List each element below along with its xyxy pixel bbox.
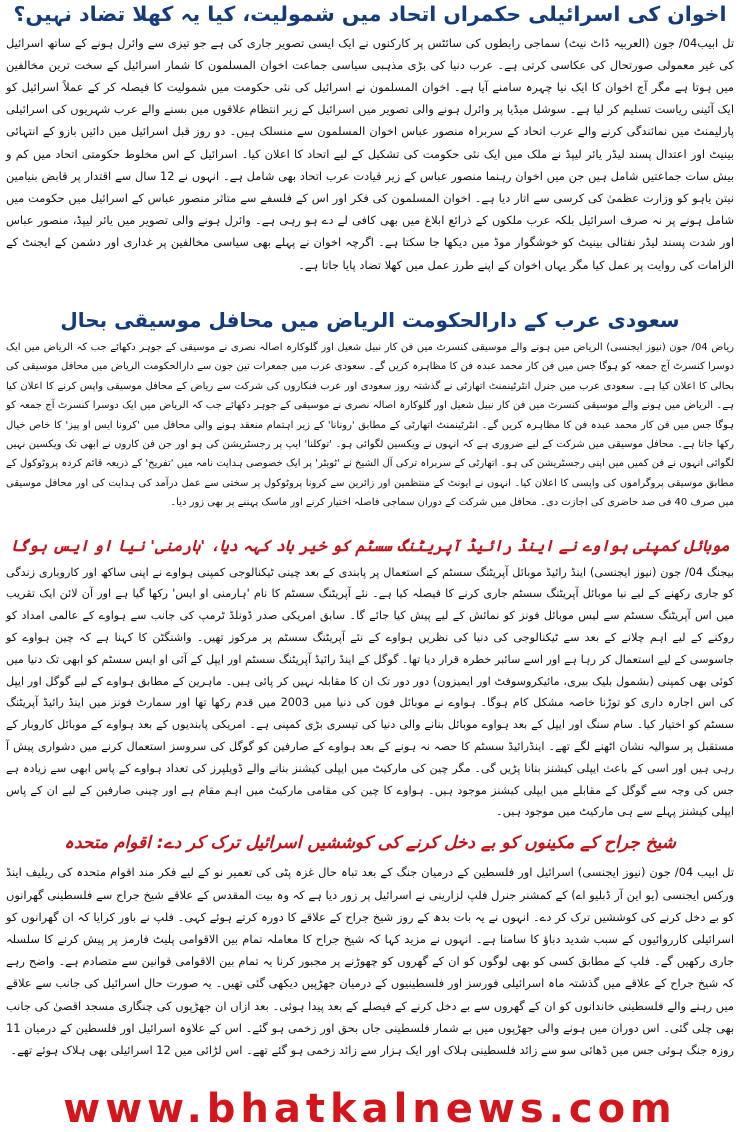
article-body: تل ابیب04/ جون (العربیہ ڈاٹ نیٹ) سماجی رابطوں کی سائٹس پر کارکنوں نے ایک ایسی تصویر جاری کی ہے جو تیزی سے وائرل ہونے کے ساتھ اسرائیل کی غیر معمولی صورتحال کی عکاسی کرتی ہے۔ عرب دنیا کی بڑی مذہبی سیاسی جماعت اخوان المسلمون کا شمار اسرائیل کے سخت ترین مخالفین میں ہوتا ہے مگر آج اخوان کا ایک نیا چہرہ سامنے آیا ہے۔ اخوان المسلمون نے اسرائیل کی نئی حکومت میں شمولیت کا فیصلہ کر کے عملاً اسرائیل کو ایک آئینی ریاست تسلیم کر لیا ہے۔ سوشل میڈیا پر وائرل ہونے والی تصویر میں اسرائیل کے زیر انتظام علاقوں میں بسنے والے عرب شہریوں کی اسرائیلی پارلیمنٹ میں نمائندگی کرنے والے عرب اتحاد کے سربراہ منصور عباس اخوان المسلمون سے منسلک ہیں۔ دو روز قبل اسرائیل میں دائیں بازو کے انتہائی بینیٹ اور اعتدال پسند لیڈر یائر لیپڈ نے ملک میں ایک نئی حکومت کی تشکیل کے لیے اتحاد کا اعلان کیا۔ اسرائیل کے اس مخلوط حکومتی اتحاد میں کم و بیش سات جماعتیں شامل ہیں جن میں اخوان رہنما منصور عباس کے زیر قیادت عرب اتحاد بھی شامل ہے۔ انہوں نے 12 سال سے اقتدار پر قابض بنیامین نیتن یاہو کو وزارت عظمیٰ کی کرسی سے اتار دیا ہے۔ اخوان المسلمون کی فکر اور اس کے فلسفے سے متاثر منصور عباس کے اسرائیل میں حکومت میں شامل ہونے پر نہ صرف اسرائیل بلکہ عرب ملکوں کے ذرائع ابلاغ میں بھی کافی لے دے ہو رہی ہے۔ وائرل ہونے والی تصویر میں یائر لیپڈ، منصور عباس اور شدت پسند لیڈر نفتالی بینیٹ کو خوشگوار موڈ میں دیکھا جا سکتا ہے۔ اگرچہ اخوان نے پہلے بھی سیاسی مخالفین پر غداری اور دشمن کے ایجنٹ کے الزامات کی روایت پر عمل کیا مگر یہاں اخوان کے اپنے طرز عمل میں کھلا تضاد پایا جاتا ہے۔: [6, 35, 735, 272]
article-huawei-harmony-os: [6, 537, 734, 823]
article-headline: سعودی عرب کے دارالحکومت الریاض میں محافل موسیقی بحال: [60, 308, 680, 332]
article-headline: اخوان کی اسرائیلی حکمراں اتحاد میں شمولیت، کیا یہ کھلا تضاد نہیں؟: [13, 2, 727, 26]
article-ikhwan-israel-coalition: [6, 2, 734, 276]
article-sheikh-jarrah-un: [6, 833, 734, 1061]
article-headline: شیخ جراح کے مکینوں کو بے دخل کرنے کی کوششیں اسرائیل ترک کر دے: اقوام متحدہ: [64, 833, 676, 853]
article-body: ریاض 04/ جون (نیوز ایجنسی) الریاض میں ہونے والے موسیقی کنسرٹ میں فن کار نبیل شعیل اور گلوکارہ اصالہ نصری نے موسیقی کے جوہر دکھائے جب کہ الریاض میں ایک دوسرا کنسرٹ آج جمعہ کو ہوگا جس میں فن کار محمد عبدہ فن کا مظاہرہ کریں گے۔ سعودی عرب میں جمعرات تین جون سے دارالحکومت الریاض میں محافل موسیقی کی بحالی کا اعلان کیا ہے۔ سعودی عرب میں جنرل انٹرٹینمنٹ اتھارٹی نے گذشتہ روز سعودی اور عرب فنکاروں کی شرکت سے ریاض کے محافل موسیقی واپس کرنے کا اعلان کیا ہے۔ الریاض میں ہونے والے موسیقی کنسرٹ میں فن کار نبیل شعیل اور گلوکارہ اصالہ نصری نے موسیقی کے جوہر دکھائے جب کہ الریاض میں ایک دوسرا کنسرٹ آج جمعہ کو ہوگا جس میں فن کار محمد عبدہ فن کا مظاہرہ کریں گے۔ انٹرٹینمنٹ اتھارٹی کے مطابق 'رونانا' کے زیر اہتمام منعقد ہونے والی محافل میں 'کرونا ایس او پیز' کا خاص خیال رکھا جاتا ہے۔ محافل موسیقی میں شرکت کے لیے ضروری ہے کہ انہوں نے ویکسین لگوائی ہو۔ 'توکلنا' ایپ پر رجسٹریشن کی ہو اور جن فن کاروں نے ابھی تک ویکسین نہیں لگوائی انہوں نے فن کمیں میں اپنی رجسٹریشن کی ہو۔ اتھارٹی کے سربراہ ترکی آل الشیخ نے 'ٹویٹر' پر ایک خصوصی ہدایت نامہ میں 'تفریح' کے ذریعہ قائم کردہ پروٹوکول کے مطابق موسیقی پروگراموں کی واپسی کا اعلان کیا۔ انہوں نے ایونٹ کے منتظمین اور زائرین سے کرونا پروٹوکول پر سختی سے عمل درآمد کی ہدایت کی اور محافل موسیقی میں صرف 40 فی صد حاضری کی اجازت دی۔ محافل میں شرکت کے دوران سماجی فاصلہ اختیار کرنے اور ماسک پہننے پر بھی زور دیا۔: [6, 342, 734, 509]
website-url-watermark: www.bhatkalnews.com: [63, 1086, 677, 1132]
article-body: تل ابیب 04/ جون (نیوز ایجنسی) اسرائیل اور فلسطین کے درمیان جنگ کے بعد تباہ حال غزہ پٹی کی تعمیر نو کے لیے فکر مند اقوام متحدہ کی ریلیف اینڈ ورکس ایجنسی (یو این آر ڈبلیو اے) کے کمشنر جنرل فلپ لزارینی نے اسرائیل پر زور دیا ہے کہ وہ بیت المقدس کے علاقے شیخ جراح سے فلسطینی گھرانوں کو بے دخل کرنے کی کوششیں ترک کر دے۔ انہوں نے یہ بات بدھ کے روز شیخ جراح کے علاقے کا دورہ کرتے ہوئے کہی۔ فلپ نے باور کرایا کہ ان گھرانوں کو اسرائیلی کارروائیوں کے سبب شدید دباؤ کا سامنا ہے۔ انہوں نے مزید کہا کہ شیخ جراح کا معاملہ تمام بین الاقوامی پلیٹ فارمز پر پیش کرنے کا سلسلہ جاری رکھیں گے۔ فلپ کے مطابق کسی کو بھی لوگوں کو ان کے گھروں کو چھوڑنے پر مجبور کرنا یہ تمام بین الاقوامی قوانین سے متصادم ہے۔ واضح رہے کہ شیخ جراح کے علاقے میں گذشتہ ماہ اسرائیلی فورسز اور فلسطینیوں کے درمیان جھڑپیں دیکھی گئی تھیں۔ یہ صورت حال اسرائیل کی جانب سے علاقے میں رہنے والے فلسطینی خاندانوں کو ان کے گھروں سے بے دخل کرنے کے فیصلے کے بعد پیدا ہوئی۔ بعد ازاں ان جھڑپوں کی چنگاری مسجد اقصیٰ کی جانب بھی چلی گئی۔ اس دوران میں ہونے والی جھڑپوں میں بے شمار فلسطینی جاں بحق اور زخمی ہو گئے۔ اس کے علاوہ اسرائیل اور فلسطین کے درمیان 11 روزہ جنگ ہوئی جس میں ڈھائی سو سے زائد فلسطینی ہلاک اور ایک ہزار سے زائد زخمی ہو گئے تھے۔ اس لڑائی میں 12 اسرائیلی بھی ہلاک ہوئے تھے۔: [6, 865, 734, 1058]
article-riyadh-music-concerts: [6, 308, 734, 513]
article-body: بیجنگ 04/ جون (نیوز ایجنسی) اینڈ رائیڈ موبائل آپریٹنگ سسٹم کے استعمال پر پابندی کے بعد چینی ٹیکنالوجی کمپنی ہواوے نے اپنی ساکھ اور کاروباری زندگی کو جاری رکھنے کے لیے نیا موبائل آپریٹنگ سسٹم جاری کرنے کا فیصلہ کیا ہے۔ نئے آپریٹنگ سسٹم کا نام 'ہارمنی او ایس' رکھا گیا ہے اور آن لائن ایک تقریب میں اس آپریٹنگ سسٹم سے لیس موبائل فونز کو نمائش کے لیے پیش کیا جائے گا۔ سابق امریکی صدر ڈونلڈ ٹرمپ کی جانب سے ہواوے کے عالمی امداد کو روکنے کے لیے اہم چلانے کے بعد سے ٹیکنالوجی کی دنیا کی نظریں ہواوے کے نئے آپریٹنگ سسٹم پر مرکوز تھیں۔ واشنگٹن کا کہنا ہے کہ چین ہواوے کو جاسوسی کے لیے استعمال کر رہا ہے اور اسے سائبر خطرہ قرار دیا تھا۔ گوگل کے اینڈ رائیڈ آپریٹنگ سسٹم اور ایپل کے آئی او ایس سسٹم کو ابھی تک دنیا میں کوئی بھی کمپنی (بشمول بلیک بیری، مائیکروسوفٹ اور ایمیزون) دور دور تک ان کا مقابلہ نہیں کر پائی ہیں۔ ماہرین کے مطابق ہواوے کے لیے گوگل اور ایپل کی اس اجارہ داری کو توڑنا خاصہ مشکل کام ہوگا۔ ہواوے نے موبائل فون کی دنیا میں 2003 میں قدم رکھا تھا اور سمارٹ فونز میں اینڈ رائیڈ آپریٹنگ سسٹم کو اختیار کیا۔ سام سنگ اور ایپل کے بعد ہواوے موبائل بنانے والی دنیا کی تیسری بڑی کمپنی ہے۔ امریکی پابندیوں کے بعد ہواوے کے موبائل کاروبار کے مستقبل پر سوالیہ نشان اٹھنے لگے تھے۔ اینڈرائیڈ سسٹم کا حصہ نہ ہونے کے بعد ہواوے کے صارفین کو گوگل کی سروسز استعمال کرنے میں دشواری پیش آ رہی ہیں اور اسی کے باعث ایپلی کیشنز بنانا پڑیں گی۔ مگر چین کی مارکیٹ میں ایپلی کیشنز بنانے والے ڈویلپرز کی تعداد ہواوے کے پاس ابھی سے زیادہ ہے جس کی وجہ سے گوگل کے مقابلے میں ایپلی کیشنز موجود ہیں۔ ہواوے کا چین کی مقامی مارکیٹ میں اہم مقام ہے اور چینی صارفین کے لیے ان کے پاس ایپلی کیشنز پہلے سے ہی مارکیٹ میں موجود ہیں۔: [6, 565, 734, 819]
article-headline: موبائل کمپنی ہواوے نے اینڈ رائیڈ آپریٹنگ سسٹم کو خیر باد کہہ دیا، 'ہارمنی' نیا او ایس ہوگا: [10, 537, 730, 555]
